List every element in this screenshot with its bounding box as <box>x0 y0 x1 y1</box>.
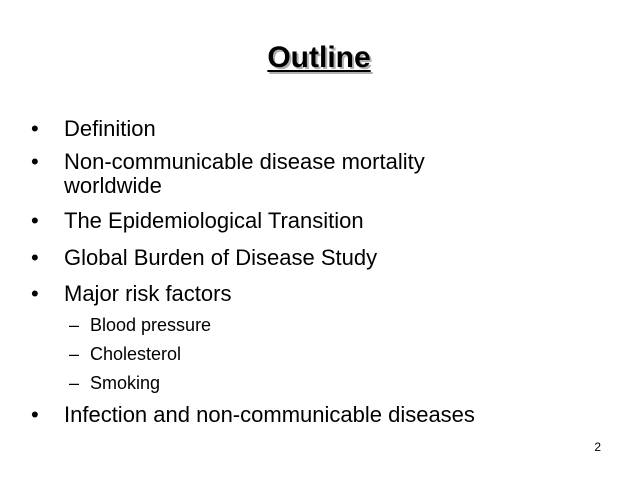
bullet-text: The Epidemiological Transition <box>64 208 364 233</box>
bullet-text: Major risk factors <box>64 281 232 306</box>
sub-bullet-text: Blood pressure <box>90 315 212 335</box>
bullet-marker: • <box>31 402 39 427</box>
bullet-item-definition <box>31 116 591 142</box>
bullet-item-risk-factors <box>31 281 591 307</box>
bullet-item-global-burden <box>31 245 591 271</box>
slide-title: Outline <box>267 41 371 74</box>
sub-bullet-text: Smoking <box>90 373 161 393</box>
slide-number: 2 <box>594 440 601 454</box>
bullet-marker: • <box>31 281 39 306</box>
bullet-text-line-1: Non-communicable disease mortality <box>64 149 425 174</box>
bullet-marker: • <box>31 149 39 174</box>
bullet-item-ncd-mortality <box>31 149 591 201</box>
sub-bullet-item-cholesterol <box>69 343 469 365</box>
sub-bullet-marker: – <box>69 373 80 393</box>
bullet-item-infection-ncd <box>31 402 621 428</box>
bullet-marker: • <box>31 245 39 270</box>
bullet-text: Global Burden of Disease Study <box>64 245 378 270</box>
bullet-text: Infection and non-communicable diseases <box>64 402 475 427</box>
sub-bullet-item-blood-pressure <box>69 314 469 336</box>
sub-bullet-text: Cholesterol <box>90 344 182 364</box>
bullet-text-line-2: worldwide <box>64 173 162 198</box>
bullet-marker: • <box>31 208 39 233</box>
bullet-item-epidemiological-transition <box>31 208 591 234</box>
sub-bullet-item-smoking <box>69 372 469 394</box>
sub-bullet-marker: – <box>69 344 80 364</box>
sub-bullet-marker: – <box>69 315 80 335</box>
bullet-marker: • <box>31 116 39 141</box>
bullet-text: Definition <box>64 116 156 141</box>
